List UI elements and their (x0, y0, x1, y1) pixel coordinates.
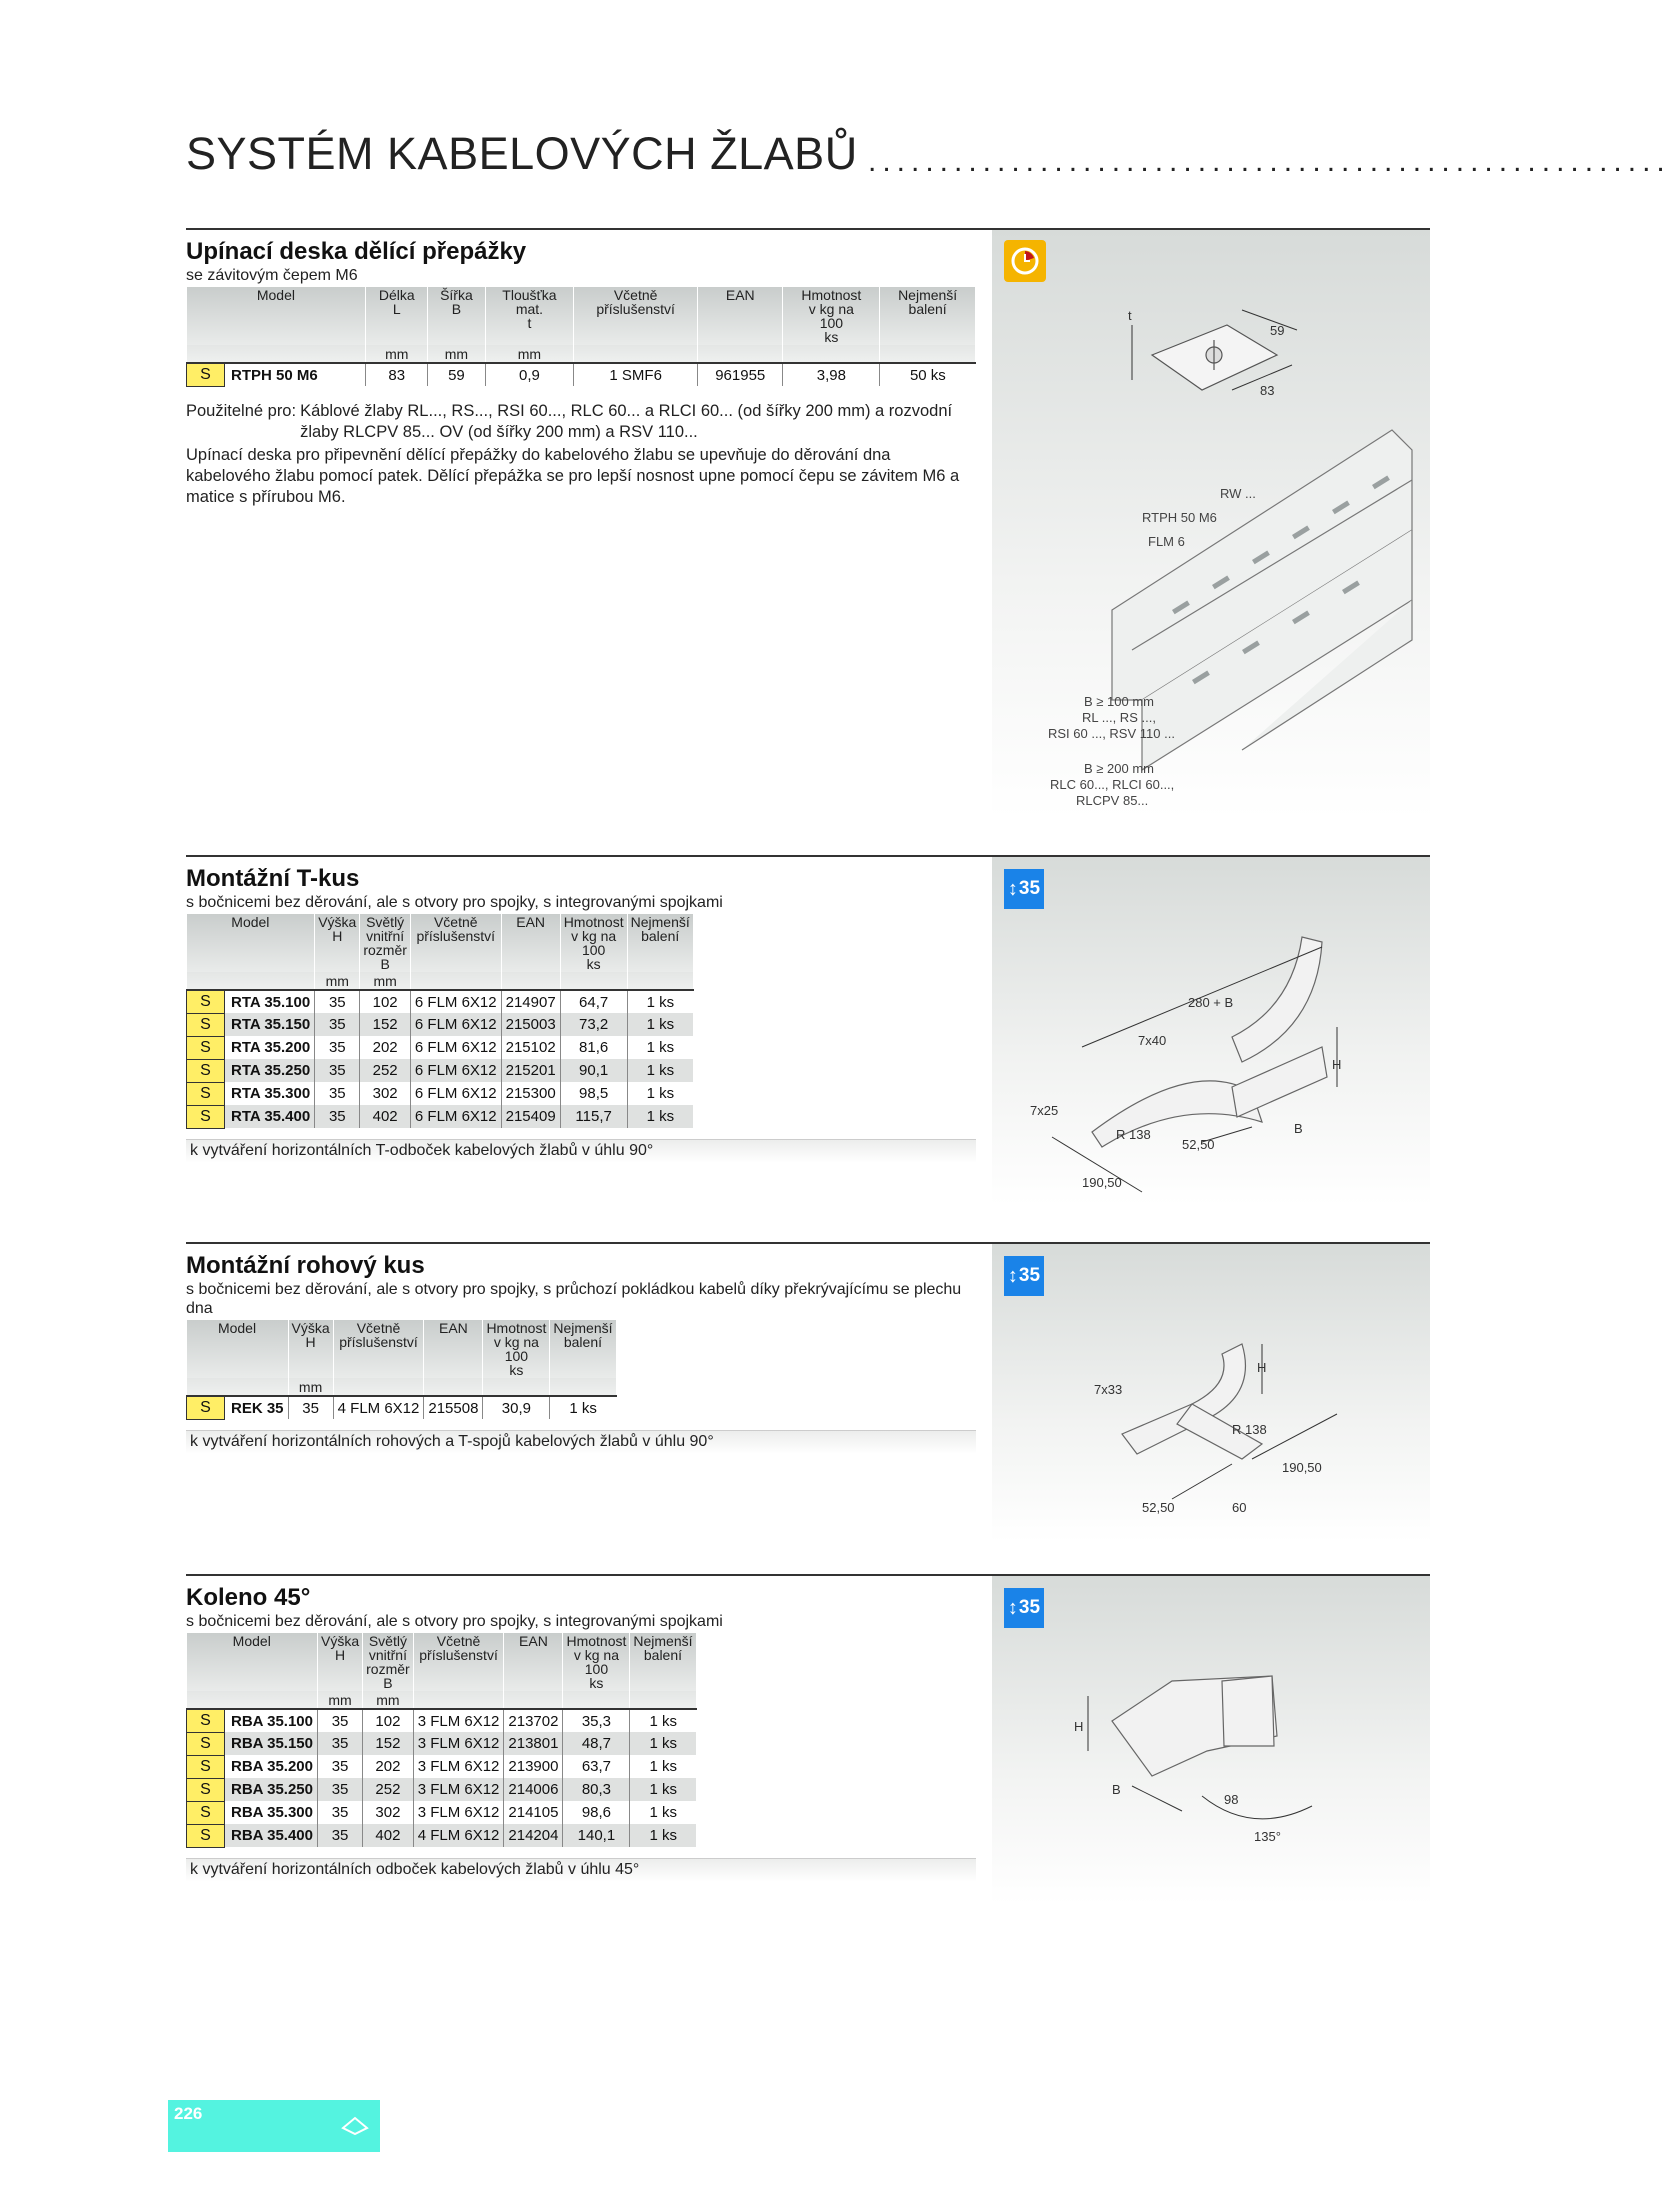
table-cell: 4 FLM 6X12 (333, 1396, 424, 1419)
supply-badge: S (187, 990, 225, 1013)
label-rlc: RLC 60..., RLCI 60..., (1050, 777, 1175, 792)
table-cell: 1 ks (627, 1059, 693, 1082)
label-d3: 60 (1232, 1500, 1247, 1515)
section-subtitle: s bočnicemi bez děrování, ale s otvory pro spojky, s integrovanými spojkami (186, 894, 723, 911)
table-cell: 215300 (501, 1082, 560, 1105)
table-cell: 98,5 (560, 1082, 627, 1105)
table-cell: 402 (360, 1105, 411, 1128)
unit-cell (698, 345, 783, 363)
supply-badge: S (187, 1082, 225, 1105)
table-cell: 202 (360, 1036, 411, 1059)
table-cell: 35 (315, 1013, 360, 1036)
unit-cell (187, 972, 315, 990)
model-cell: RTA 35.100 (225, 990, 315, 1013)
column-header: Hmotnost v kg na 100 ks (483, 1320, 550, 1378)
height-arrow-icon: ↕ (1007, 877, 1018, 900)
unit-cell: mm (366, 345, 428, 363)
table-cell: 63,7 (563, 1755, 630, 1778)
table-row (187, 1059, 694, 1082)
table-unit-row (187, 972, 694, 990)
table-cell: 213702 (504, 1709, 563, 1732)
label-d2: 190,50 (1082, 1175, 1122, 1190)
unit-cell (483, 1378, 550, 1396)
unit-cell (413, 1691, 504, 1709)
product-table (186, 1633, 697, 1848)
table-cell: 214204 (504, 1824, 563, 1847)
table-cell: 6 FLM 6X12 (410, 990, 501, 1013)
table-row (187, 1013, 694, 1036)
table-row (187, 990, 694, 1013)
supply-badge: S (187, 1013, 225, 1036)
label-flm: FLM 6 (1148, 534, 1185, 549)
table-cell: 48,7 (563, 1732, 630, 1755)
table-row (187, 1824, 697, 1847)
section-title: Koleno 45° (186, 1584, 311, 1611)
table-cell: 35 (318, 1824, 363, 1847)
label-rsi: RSI 60 ..., RSV 110 ... (1048, 726, 1175, 741)
product-table (186, 914, 694, 1129)
height-arrow-icon: ↕ (1007, 1596, 1018, 1619)
column-header: Nejmenší balení (627, 914, 693, 972)
table-cell: 152 (360, 1013, 411, 1036)
model-cell: RBA 35.300 (225, 1801, 318, 1824)
supply-badge: S (187, 1059, 225, 1082)
section-subtitle: s bočnicemi bez děrování, ale s otvory pro spojky, s integrovanými spojkami (186, 1613, 723, 1630)
table-unit-row (187, 1691, 697, 1709)
table-cell: 3 FLM 6X12 (413, 1801, 504, 1824)
table-cell: 83 (366, 363, 428, 386)
column-header: EAN (504, 1633, 563, 1691)
table-cell: 3,98 (783, 363, 880, 386)
label-rw: RW ... (1220, 486, 1256, 501)
page-number: 226 (174, 2104, 203, 2123)
table-cell: 140,1 (563, 1824, 630, 1847)
table-row (187, 1755, 697, 1778)
table-cell: 0,9 (485, 363, 574, 386)
label-h: H (1257, 1360, 1267, 1375)
section-rtph (186, 228, 1430, 818)
label-59: 59 (1270, 323, 1285, 338)
table-cell: 215102 (501, 1036, 560, 1059)
column-header: Hmotnost v kg na 100 ks (560, 914, 627, 972)
cable-tray-icon (340, 2112, 370, 2136)
unit-cell: mm (485, 345, 574, 363)
table-cell: 59 (428, 363, 485, 386)
column-header: Včetně příslušenství (333, 1320, 424, 1378)
section-rba (186, 1574, 1430, 1904)
table-cell: 50 ks (880, 363, 976, 386)
label-h: H (1074, 1719, 1084, 1734)
table-cell: 1 ks (630, 1709, 696, 1732)
table-cell: 302 (363, 1801, 414, 1824)
unit-cell: mm (363, 1691, 414, 1709)
column-header: Hmotnost v kg na 100 ks (783, 287, 880, 345)
table-cell: 35 (318, 1801, 363, 1824)
table-cell: 6 FLM 6X12 (410, 1013, 501, 1036)
table-cell: 102 (363, 1709, 414, 1732)
table-cell: 115,7 (560, 1105, 627, 1128)
column-header: Výška H (315, 914, 360, 972)
supply-badge: S (187, 1732, 225, 1755)
unit-cell: mm (288, 1378, 333, 1396)
supply-badge: S (187, 1824, 225, 1847)
section-rek (186, 1242, 1430, 1542)
table-cell: 215508 (424, 1396, 483, 1419)
label-b: B (1294, 1121, 1303, 1136)
table-cell: 213801 (504, 1732, 563, 1755)
model-cell: RTA 35.200 (225, 1036, 315, 1059)
model-cell: REK 35 (225, 1396, 289, 1419)
table-cell: 3 FLM 6X12 (413, 1778, 504, 1801)
label-d1: 52,50 (1182, 1137, 1215, 1152)
table-cell: 213900 (504, 1755, 563, 1778)
section-title: Montážní rohový kus (186, 1252, 425, 1279)
title-dots: ........................................................ (868, 145, 1671, 178)
table-cell: 214006 (504, 1778, 563, 1801)
label-holes: 7x40 (1138, 1033, 1167, 1048)
section-rta (186, 855, 1430, 1205)
model-cell: RTA 35.250 (225, 1059, 315, 1082)
description: Upínací deska pro připevnění dělící přepážky do kabelového žlabu se upevňuje do děrování dna kabelového žlabu pomocí patek. Dělící přepážka se pro lepší nosnost upne pomocí čepu se závitem M6 a matice s přírubou M6. (186, 445, 960, 506)
column-header: EAN (501, 914, 560, 972)
model-cell: RBA 35.400 (225, 1824, 318, 1847)
label-d2: 52,50 (1142, 1500, 1175, 1515)
table-cell: 3 FLM 6X12 (413, 1732, 504, 1755)
column-header: Včetně příslušenství (410, 914, 501, 972)
table-cell: 214105 (504, 1801, 563, 1824)
label-angle: 135° (1254, 1829, 1281, 1844)
table-row (187, 363, 976, 386)
table-header-row (187, 1633, 697, 1691)
table-cell: 90,1 (560, 1059, 627, 1082)
table-cell: 252 (360, 1059, 411, 1082)
unit-cell: mm (318, 1691, 363, 1709)
table-cell: 35 (318, 1732, 363, 1755)
unit-cell (501, 972, 560, 990)
unit-cell (783, 345, 880, 363)
table-cell: 64,7 (560, 990, 627, 1013)
footnote: k vytváření horizontálních odboček kabelových žlabů v úhlu 45° (186, 1858, 976, 1882)
table-cell: 215201 (501, 1059, 560, 1082)
label-b100: B ≥ 100 mm (1084, 694, 1154, 709)
table-cell: 402 (363, 1824, 414, 1847)
table-row (187, 1105, 694, 1128)
table-cell: 1 ks (630, 1778, 696, 1801)
page-footer (168, 2100, 380, 2152)
column-header: Nejmenší balení (630, 1633, 696, 1691)
unit-cell (880, 345, 976, 363)
table-cell: 80,3 (563, 1778, 630, 1801)
column-header: Včetně příslušenství (574, 287, 698, 345)
product-drawing (992, 1576, 1430, 1904)
column-header: EAN (424, 1320, 483, 1378)
model-cell: RBA 35.100 (225, 1709, 318, 1732)
unit-cell (410, 972, 501, 990)
usage-note (186, 401, 976, 443)
table-cell: 202 (363, 1755, 414, 1778)
table-cell: 102 (360, 990, 411, 1013)
column-header: Model (187, 914, 315, 972)
column-header: Včetně příslušenství (413, 1633, 504, 1691)
table-row (187, 1396, 617, 1419)
unit-cell (630, 1691, 696, 1709)
section-subtitle: s bočnicemi bez děrování, ale s otvory pro spojky, s průchozí pokládkou kabelů díky překrývajícímu se plechu dna (186, 1281, 962, 1317)
table-cell: 35 (318, 1709, 363, 1732)
unit-cell (187, 1378, 289, 1396)
table-cell: 35,3 (563, 1709, 630, 1732)
table-row (187, 1778, 697, 1801)
table-cell: 214907 (501, 990, 560, 1013)
table-cell: 152 (363, 1732, 414, 1755)
column-header: Nejmenší balení (550, 1320, 616, 1378)
column-header: Délka L (366, 287, 428, 345)
label-83: 83 (1260, 383, 1275, 398)
table-row (187, 1082, 694, 1105)
table-cell: 252 (363, 1778, 414, 1801)
page-title: SYSTÉM KABELOVÝCH ŽLABŮ (186, 128, 858, 179)
product-table (186, 287, 976, 387)
unit-cell (550, 1378, 616, 1396)
column-header: Světlý vnitřní rozměr B (360, 914, 411, 972)
column-header: Šířka B (428, 287, 485, 345)
table-cell: 6 FLM 6X12 (410, 1082, 501, 1105)
unit-cell (627, 972, 693, 990)
table-cell: 1 ks (630, 1755, 696, 1778)
label-b200: B ≥ 200 mm (1084, 761, 1154, 776)
rta-drawing (992, 857, 1430, 1205)
height-badge: ↕ 35 (1004, 1588, 1044, 1628)
table-cell: 1 ks (627, 1036, 693, 1059)
label-r: R 138 (1232, 1422, 1267, 1437)
rtph-drawing (992, 230, 1430, 818)
unit-cell (560, 972, 627, 990)
label-rtph: RTPH 50 M6 (1142, 510, 1217, 525)
table-unit-row (187, 1378, 617, 1396)
table-cell: 302 (360, 1082, 411, 1105)
height-badge: ↕ 35 (1004, 1256, 1044, 1296)
model-cell: RTA 35.400 (225, 1105, 315, 1128)
table-cell: 1 ks (550, 1396, 616, 1419)
unit-cell (504, 1691, 563, 1709)
label-d1: 190,50 (1282, 1460, 1322, 1475)
label-d: 98 (1224, 1792, 1239, 1807)
table-cell: 1 SMF6 (574, 363, 698, 386)
table-cell: 3 FLM 6X12 (413, 1755, 504, 1778)
table-cell: 81,6 (560, 1036, 627, 1059)
unit-cell (424, 1378, 483, 1396)
unit-cell: mm (315, 972, 360, 990)
column-header: EAN (698, 287, 783, 345)
table-cell: 35 (315, 1059, 360, 1082)
table-row (187, 1036, 694, 1059)
section-title: Montážní T-kus (186, 865, 360, 892)
column-header: Model (187, 1633, 318, 1691)
label-holes2: 7x25 (1030, 1103, 1059, 1118)
table-row (187, 1732, 697, 1755)
table-cell: 961955 (698, 363, 783, 386)
label-t: t (1128, 308, 1132, 323)
table-cell: 4 FLM 6X12 (413, 1824, 504, 1847)
height-arrow-icon: ↕ (1007, 1264, 1018, 1287)
unit-cell (187, 345, 366, 363)
column-header: Tloušťka mat. t (485, 287, 574, 345)
table-cell: 1 ks (627, 990, 693, 1013)
model-cell: RBA 35.150 (225, 1732, 318, 1755)
footnote: k vytváření horizontálních rohových a T-spojů kabelových žlabů v úhlu 90° (186, 1430, 976, 1454)
table-cell: 215409 (501, 1105, 560, 1128)
product-drawing (992, 857, 1430, 1205)
column-header: Hmotnost v kg na 100 ks (563, 1633, 630, 1691)
footnote: k vytváření horizontálních T-odboček kabelových žlabů v úhlu 90° (186, 1139, 976, 1163)
table-cell: 6 FLM 6X12 (410, 1105, 501, 1128)
height-badge: ↕ 35 (1004, 869, 1044, 909)
table-cell: 30,9 (483, 1396, 550, 1419)
model-cell: RBA 35.250 (225, 1778, 318, 1801)
table-cell: 35 (315, 1105, 360, 1128)
section-title: Upínací deska dělící přepážky (186, 238, 527, 265)
label-rlcpv: RLCPV 85... (1076, 793, 1149, 808)
table-cell: 35 (318, 1778, 363, 1801)
table-cell: 35 (318, 1755, 363, 1778)
unit-cell: mm (360, 972, 411, 990)
unit-cell (187, 1691, 318, 1709)
table-cell: 1 ks (630, 1824, 696, 1847)
table-header-row (187, 914, 694, 972)
label-rl: RL ..., RS ..., (1082, 710, 1156, 725)
column-header: Světlý vnitřní rozměr B (363, 1633, 414, 1691)
table-row (187, 1801, 697, 1824)
table-cell: 1 ks (627, 1105, 693, 1128)
supply-badge: S (187, 1778, 225, 1801)
table-cell: 98,6 (563, 1801, 630, 1824)
model-cell: RBA 35.200 (225, 1755, 318, 1778)
label-r: R 138 (1116, 1127, 1151, 1142)
column-header: Nejmenší balení (880, 287, 976, 345)
table-cell: 35 (315, 990, 360, 1013)
unit-cell: mm (428, 345, 485, 363)
table-cell: 35 (315, 1082, 360, 1105)
unit-cell (574, 345, 698, 363)
model-cell: RTA 35.150 (225, 1013, 315, 1036)
table-cell: 35 (315, 1036, 360, 1059)
section-subtitle: se závitovým čepem M6 (186, 267, 358, 284)
product-drawing (992, 1244, 1430, 1542)
column-header: Výška H (318, 1633, 363, 1691)
table-row (187, 1709, 697, 1732)
table-cell: 6 FLM 6X12 (410, 1036, 501, 1059)
rek-drawing (992, 1244, 1430, 1542)
column-header: Model (187, 1320, 289, 1378)
supply-badge: S (187, 1036, 225, 1059)
supply-badge: S (187, 1396, 225, 1419)
table-cell: 1 ks (630, 1732, 696, 1755)
model-cell: RTA 35.300 (225, 1082, 315, 1105)
table-cell: 6 FLM 6X12 (410, 1059, 501, 1082)
table-cell: 35 (288, 1396, 333, 1419)
table-cell: 73,2 (560, 1013, 627, 1036)
column-header: Model (187, 287, 366, 345)
supply-badge: S (187, 363, 225, 386)
supply-badge: S (187, 1709, 225, 1732)
label-holes: 7x33 (1094, 1382, 1123, 1397)
usage-text: Káblové žlaby RL..., RS..., RSI 60..., RLC 60... a RLCI 60... (od šířky 200 mm) a rozvodní žlaby RLCPV 85... OV (od šířky 200 mm) a RSV 110... (300, 401, 953, 441)
table-cell: 1 ks (627, 1082, 693, 1105)
table-header-row (187, 287, 976, 345)
usage-label: Použitelné pro: (186, 401, 297, 420)
table-cell: 215003 (501, 1013, 560, 1036)
model-cell: RTPH 50 M6 (225, 363, 366, 386)
table-cell: 3 FLM 6X12 (413, 1709, 504, 1732)
supply-badge: S (187, 1755, 225, 1778)
supply-badge: S (187, 1105, 225, 1128)
column-header: Výška H (288, 1320, 333, 1378)
label-len: 280 + B (1188, 995, 1234, 1010)
table-header-row (187, 1320, 617, 1378)
label-b: B (1112, 1782, 1121, 1797)
unit-cell (333, 1378, 424, 1396)
rba-drawing (992, 1576, 1430, 1904)
supply-badge: S (187, 1801, 225, 1824)
product-table (186, 1320, 617, 1420)
table-cell: 1 ks (627, 1013, 693, 1036)
product-drawing (992, 230, 1430, 818)
table-unit-row (187, 345, 976, 363)
table-cell: 1 ks (630, 1801, 696, 1824)
unit-cell (563, 1691, 630, 1709)
label-h: H (1332, 1057, 1342, 1072)
